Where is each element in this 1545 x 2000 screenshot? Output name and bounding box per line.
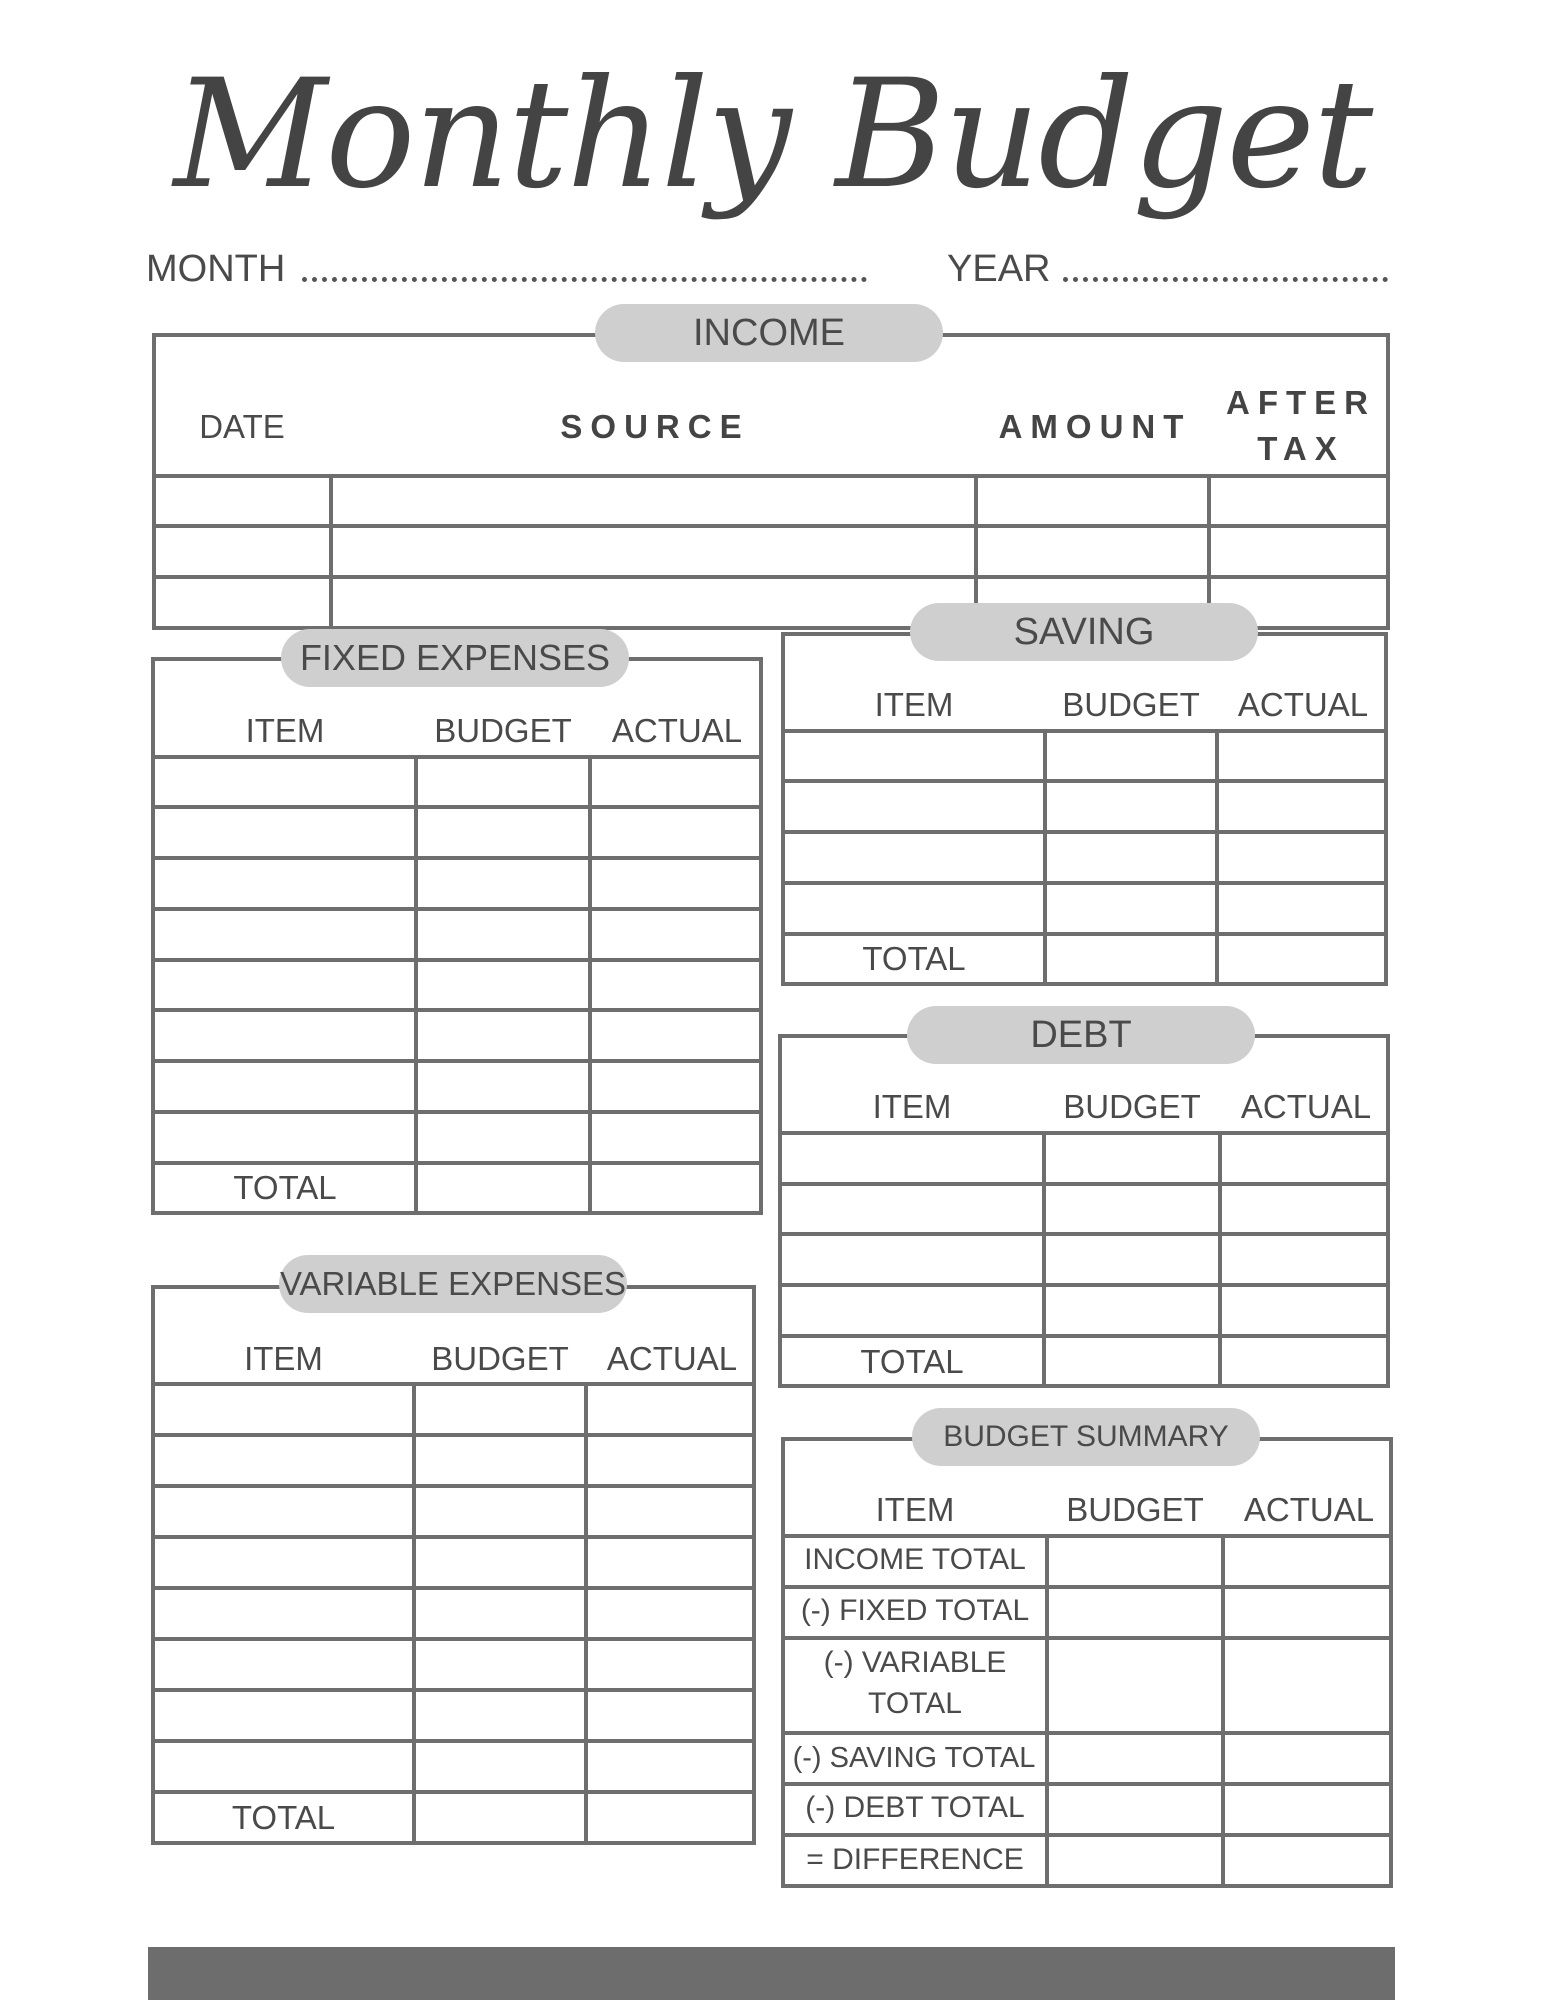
variable-col-divider <box>412 1382 416 1845</box>
summary-row-variable-total: TOTAL <box>868 1687 962 1720</box>
fixed-row-divider <box>151 1008 763 1012</box>
month-field[interactable] <box>302 277 867 282</box>
debt-pill: DEBT <box>907 1006 1255 1064</box>
variable-row-divider <box>151 1790 756 1794</box>
debt-col-divider <box>1218 1131 1222 1388</box>
variable-total-label: TOTAL <box>231 1799 336 1836</box>
variable-row-divider <box>151 1637 756 1641</box>
summary-row-difference: = DIFFERENCE <box>806 1843 1024 1876</box>
summary-row-divider <box>781 1636 1393 1640</box>
variable-col-item: ITEM <box>244 1340 323 1377</box>
summary-row-saving-total: (-) SAVING TOTAL <box>792 1742 1036 1774</box>
fixed-row-divider <box>151 1059 763 1063</box>
variable-row-divider <box>151 1688 756 1692</box>
saving-col-actual: ACTUAL <box>1237 686 1369 723</box>
page-title: Monthly Budget <box>173 48 1372 222</box>
saving-pill: SAVING <box>910 603 1258 661</box>
summary-row-debt-total: (-) DEBT TOTAL <box>805 1791 1025 1824</box>
fixed-total-label: TOTAL <box>233 1169 337 1206</box>
income-row-divider <box>152 575 1390 579</box>
variable-header-divider <box>151 1382 756 1386</box>
year-label: YEAR <box>947 248 1051 290</box>
saving-col-divider <box>1043 729 1047 986</box>
variable-row-divider <box>151 1433 756 1437</box>
debt-row-divider <box>778 1334 1390 1338</box>
debt-col-item: ITEM <box>872 1088 952 1125</box>
fixed-col-actual: ACTUAL <box>611 712 743 749</box>
income-col-date: DATE <box>199 408 285 445</box>
debt-header-divider <box>778 1131 1390 1135</box>
fixed-header-divider <box>151 755 763 759</box>
debt-col-budget: BUDGET <box>1063 1088 1201 1125</box>
fixed-row-divider <box>151 805 763 809</box>
fixed-expenses-pill: FIXED EXPENSES <box>281 629 629 687</box>
month-label: MONTH <box>146 248 286 290</box>
summary-header-divider <box>781 1534 1393 1538</box>
saving-total-label: TOTAL <box>862 940 966 977</box>
variable-row-divider <box>151 1535 756 1539</box>
fixed-col-divider <box>414 755 418 1215</box>
income-table <box>152 333 1390 630</box>
summary-row-divider <box>781 1585 1393 1589</box>
fixed-row-divider <box>151 958 763 962</box>
saving-row-divider <box>781 932 1388 936</box>
summary-row-variable-total: (-) VARIABLE <box>823 1646 1007 1679</box>
income-col-after-tax: AFTER <box>1226 384 1376 421</box>
debt-total-label: TOTAL <box>860 1343 964 1380</box>
income-header-divider <box>152 474 1390 478</box>
fixed-row-divider <box>151 1161 763 1165</box>
variable-row-divider <box>151 1739 756 1743</box>
fixed-col-divider <box>588 755 592 1215</box>
saving-row-divider <box>781 779 1388 783</box>
variable-row-divider <box>151 1484 756 1488</box>
saving-col-divider <box>1215 729 1219 986</box>
income-row-divider <box>152 524 1390 528</box>
summary-row-divider <box>781 1731 1393 1735</box>
summary-col-item: ITEM <box>875 1491 955 1528</box>
saving-col-budget: BUDGET <box>1062 686 1200 723</box>
summary-row-divider <box>781 1833 1393 1837</box>
summary-col-budget: BUDGET <box>1066 1491 1204 1528</box>
year-field[interactable] <box>1063 277 1388 282</box>
variable-col-budget: BUDGET <box>431 1340 569 1377</box>
summary-col-divider <box>1045 1534 1049 1888</box>
income-col-divider <box>329 474 333 630</box>
budget-summary-pill: BUDGET SUMMARY <box>912 1408 1260 1466</box>
summary-col-divider <box>1221 1534 1225 1888</box>
summary-row-divider <box>781 1782 1393 1786</box>
fixed-row-divider <box>151 856 763 860</box>
fixed-row-divider <box>151 907 763 911</box>
saving-row-divider <box>781 881 1388 885</box>
debt-row-divider <box>778 1283 1390 1287</box>
saving-col-item: ITEM <box>874 686 954 723</box>
debt-row-divider <box>778 1232 1390 1236</box>
debt-col-divider <box>1042 1131 1046 1388</box>
fixed-row-divider <box>151 1110 763 1114</box>
variable-col-divider <box>584 1382 588 1845</box>
debt-row-divider <box>778 1182 1390 1186</box>
income-col-source: SOURCE <box>560 408 750 445</box>
summary-row-income-total: INCOME TOTAL <box>804 1543 1026 1576</box>
saving-header-divider <box>781 729 1388 733</box>
variable-col-actual: ACTUAL <box>606 1340 738 1377</box>
footer-bar <box>148 1947 1395 2000</box>
summary-row-fixed-total: (-) FIXED TOTAL <box>800 1594 1030 1627</box>
summary-col-actual: ACTUAL <box>1243 1491 1375 1528</box>
variable-expenses-pill: VARIABLE EXPENSES <box>279 1255 627 1313</box>
income-col-amount: AMOUNT <box>998 408 1192 445</box>
debt-col-actual: ACTUAL <box>1240 1088 1372 1125</box>
fixed-col-budget: BUDGET <box>434 712 572 749</box>
variable-row-divider <box>151 1586 756 1590</box>
income-pill: INCOME <box>595 304 943 362</box>
saving-row-divider <box>781 830 1388 834</box>
income-col-after-tax: TAX <box>1257 430 1345 467</box>
fixed-col-item: ITEM <box>245 712 325 749</box>
